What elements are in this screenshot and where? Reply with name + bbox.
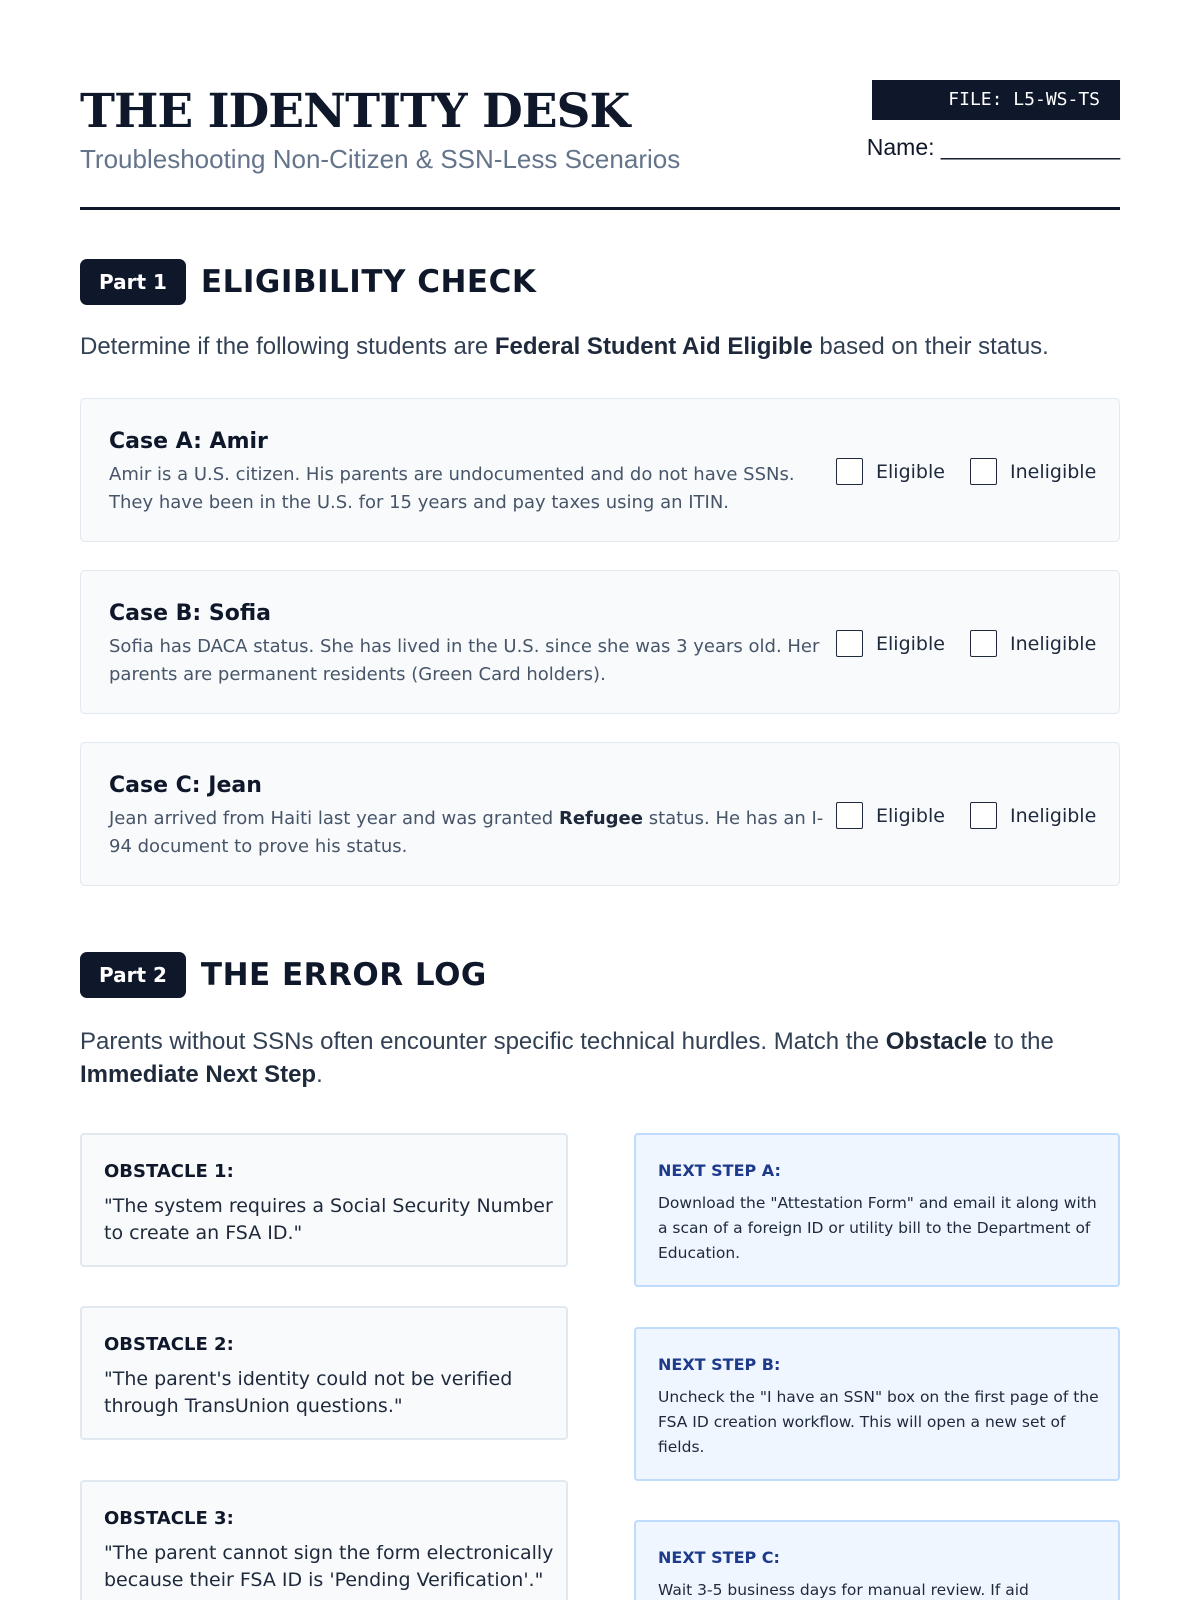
obstacle-label: OBSTACLE 2: [104, 1334, 234, 1355]
part2-intro-text-end: . [316, 1061, 323, 1088]
obstacle-label: OBSTACLE 1: [104, 1161, 234, 1182]
case-title: Case C: Jean [109, 773, 262, 798]
case-description: Sofia has DACA status. She has lived in the U.S. since she was 3 years old. Her parents are permanent residents (Green Card holders). [109, 636, 820, 685]
worksheet-header [80, 78, 1120, 210]
part2-intro-text-mid: to the [987, 1028, 1054, 1055]
case-b-eligible-option[interactable] [836, 630, 945, 657]
part2-heading [80, 952, 487, 998]
checkbox[interactable] [970, 802, 997, 829]
part2-instructions [80, 1025, 1120, 1091]
case-c-ineligible-option[interactable] [970, 802, 1096, 829]
option-label: Ineligible [1010, 632, 1097, 655]
case-a-ineligible-option[interactable] [970, 458, 1096, 485]
obstacle-card-2 [80, 1306, 568, 1440]
option-label: Eligible [876, 632, 945, 655]
part1-instructions [80, 330, 1120, 363]
obstacle-text: "The parent's identity could not be verified through TransUnion questions." [104, 1368, 513, 1417]
page-title: THE IDENTITY DESK [80, 84, 630, 139]
part1-intro-end: based on their status. [812, 333, 1049, 360]
name-field[interactable]: Name: ______________ [866, 134, 1120, 160]
case-c-eligible-option[interactable] [836, 802, 945, 829]
obstacle-text: "The parent cannot sign the form electronically because their FSA ID is 'Pending Verification'." [104, 1542, 554, 1591]
checkbox[interactable] [970, 630, 997, 657]
next-step-card-c [634, 1520, 1120, 1600]
next-step-card-a [634, 1133, 1120, 1287]
part2-intro-bold-step: Immediate Next Step [80, 1061, 317, 1088]
part1-intro-text: Determine if the following students are [80, 333, 495, 360]
obstacle-card-3 [80, 1480, 568, 1600]
case-card-b [80, 570, 1120, 714]
case-card-a [80, 398, 1120, 542]
case-desc-text-end: status. He has an I-94 document to prove his status. [109, 808, 824, 857]
part2-title: THE ERROR LOG [200, 957, 487, 993]
case-b-ineligible-option[interactable] [970, 630, 1096, 657]
file-id-badge: FILE: L5-WS-TS [872, 80, 1120, 120]
next-step-label: NEXT STEP A: [658, 1161, 781, 1180]
part1-badge: Part 1 [80, 259, 186, 305]
case-title: Case A: Amir [109, 429, 268, 454]
next-step-text: Wait 3-5 business days for manual review. If aid [658, 1581, 1029, 1599]
option-label: Ineligible [1010, 460, 1097, 483]
part2-intro-text: Parents without SSNs often encounter specific technical hurdles. Match the [80, 1028, 886, 1055]
case-a-eligible-option[interactable] [836, 458, 945, 485]
checkbox[interactable] [836, 458, 863, 485]
page-subtitle: Troubleshooting Non-Citizen & SSN-Less Scenarios [80, 144, 681, 174]
case-title: Case B: Sofia [109, 601, 272, 626]
case-description [109, 805, 829, 861]
case-description: Amir is a U.S. citizen. His parents are undocumented and do not have SSNs. They have been in the U.S. for 15 years and pay taxes using an ITIN. [109, 464, 795, 513]
next-step-text: Download the "Attestation Form" and email it along with a scan of a foreign ID or utility bill to the Department of Education. [658, 1194, 1097, 1262]
part1-title: ELIGIBILITY CHECK [200, 264, 537, 300]
obstacle-label: OBSTACLE 3: [104, 1508, 234, 1529]
obstacle-card-1 [80, 1133, 568, 1267]
part2-intro-bold-obstacle: Obstacle [885, 1028, 988, 1055]
case-card-c [80, 742, 1120, 886]
next-step-card-b [634, 1327, 1120, 1481]
part1-heading [80, 259, 536, 305]
option-label: Eligible [876, 804, 945, 827]
part1-intro-bold: Federal Student Aid Eligible [494, 333, 813, 360]
option-label: Eligible [876, 460, 945, 483]
next-step-label: NEXT STEP B: [658, 1355, 781, 1374]
checkbox[interactable] [836, 630, 863, 657]
case-desc-text: Jean arrived from Haiti last year and was granted [109, 808, 559, 829]
next-step-text: Uncheck the "I have an SSN" box on the first page of the FSA ID creation workflow. This will open a new set of fields. [658, 1388, 1099, 1456]
checkbox[interactable] [836, 802, 863, 829]
case-desc-bold: Refugee [558, 808, 643, 829]
part2-badge: Part 2 [80, 952, 186, 998]
checkbox[interactable] [970, 458, 997, 485]
option-label: Ineligible [1010, 804, 1097, 827]
next-step-label: NEXT STEP C: [658, 1548, 780, 1567]
obstacle-text: "The system requires a Social Security Number to create an FSA ID." [104, 1195, 553, 1244]
